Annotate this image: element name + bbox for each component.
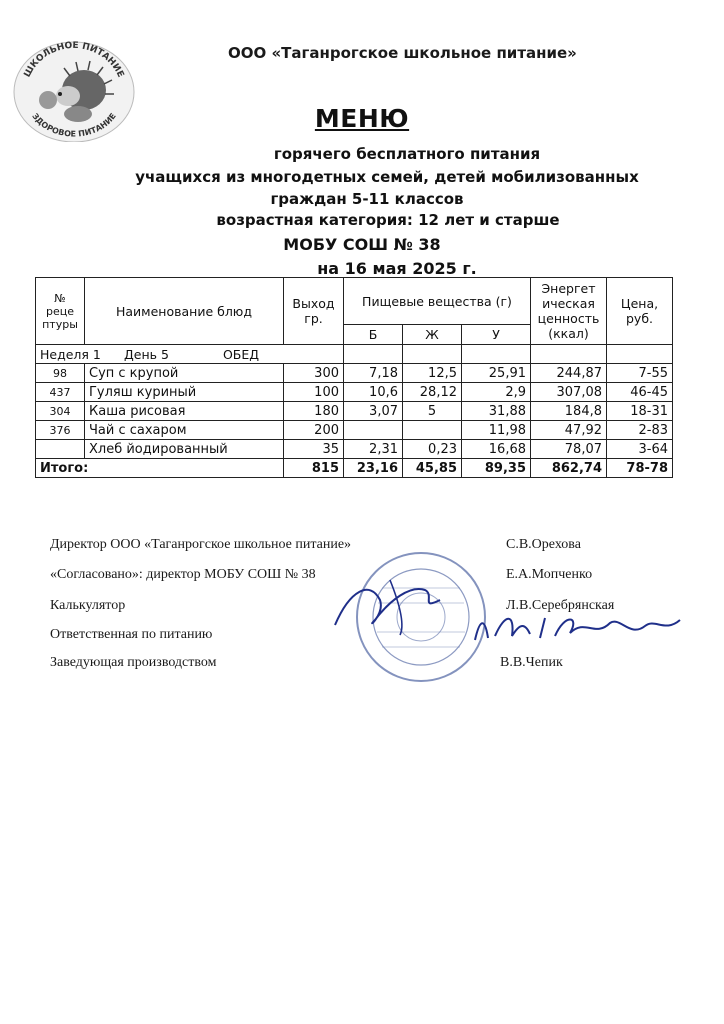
table-row	[36, 421, 673, 440]
col-carbs: У	[462, 325, 531, 345]
dish-name: Каша рисовая	[85, 402, 284, 421]
total-row	[36, 459, 673, 478]
energy: 47,92	[531, 421, 607, 440]
total-protein: 23,16	[344, 459, 403, 478]
output: 180	[284, 402, 344, 421]
total-energy: 862,74	[531, 459, 607, 478]
carbs: 16,68	[462, 440, 531, 459]
col-energy: Энергет ическая ценность (ккал)	[531, 278, 607, 345]
subtitle-line-1: горячего бесплатного питания	[273, 145, 541, 163]
total-carbs: 89,35	[462, 459, 531, 478]
fat: 12,5	[403, 364, 462, 383]
fat	[403, 421, 462, 440]
output: 300	[284, 364, 344, 383]
price: 2-83	[607, 421, 673, 440]
meal-label: ОБЕД	[222, 346, 260, 362]
recipe-num: 98	[36, 364, 85, 383]
total-label: Итого:	[36, 459, 284, 478]
total-fat: 45,85	[403, 459, 462, 478]
col-price: Цена, руб.	[607, 278, 673, 345]
signature-role: «Согласовано»: директор МОБУ СОШ № 38	[50, 567, 316, 582]
recipe-num: 304	[36, 402, 85, 421]
energy: 244,87	[531, 364, 607, 383]
dish-name: Чай с сахаром	[85, 421, 284, 440]
dish-name: Хлеб йодированный	[85, 440, 284, 459]
signature-role: Заведующая производством	[50, 655, 217, 670]
subtitle-line-2: учащихся из многодетных семей, детей мобилизованных	[135, 168, 639, 186]
price: 46-45	[607, 383, 673, 402]
dish-name: Суп с крупой	[85, 364, 284, 383]
recipe-num: 376	[36, 421, 85, 440]
signature-name: В.В.Чепик	[500, 655, 563, 670]
col-nutrients: Пищевые вещества (г)	[344, 278, 531, 325]
table-header-row	[36, 278, 673, 325]
recipe-num: 437	[36, 383, 85, 402]
energy: 307,08	[531, 383, 607, 402]
menu-date: на 16 мая 2025 г.	[317, 259, 477, 278]
energy: 184,8	[531, 402, 607, 421]
table-row	[36, 440, 673, 459]
col-fat: Ж	[403, 325, 462, 345]
col-protein: Б	[344, 325, 403, 345]
table-row	[36, 364, 673, 383]
fat: 0,23	[403, 440, 462, 459]
col-recipe-num: № реце птуры	[36, 278, 85, 345]
total-output: 815	[284, 459, 344, 478]
signature-role: Калькулятор	[50, 598, 126, 613]
dish-name: Гуляш куриный	[85, 383, 284, 402]
signature-role: Директор ООО «Таганрогское школьное питание»	[50, 537, 352, 552]
subtitle-line-3: граждан 5-11 классов	[270, 190, 464, 208]
signature-name: Е.А.Мопченко	[506, 567, 593, 582]
table-row	[36, 383, 673, 402]
col-output: Выход гр.	[284, 278, 344, 345]
price: 18-31	[607, 402, 673, 421]
price: 7-55	[607, 364, 673, 383]
carbs: 31,88	[462, 402, 531, 421]
energy: 78,07	[531, 440, 607, 459]
menu-table	[35, 277, 673, 478]
signature-role: Ответственная по питанию	[50, 627, 213, 642]
age-category: возрастная категория: 12 лет и старше	[216, 211, 560, 229]
menu-title: МЕНЮ	[314, 104, 410, 133]
day-label: День 5	[123, 346, 169, 362]
protein: 2,31	[344, 440, 403, 459]
signature-name: С.В.Орехова	[506, 537, 581, 552]
recipe-num	[36, 440, 85, 459]
logo-top-text: ШКОЛЬНОЕ ПИТАНИЕ	[22, 40, 126, 80]
col-dish-name: Наименование блюд	[85, 278, 284, 345]
price: 3-64	[607, 440, 673, 459]
week-label: Неделя 1	[40, 346, 101, 362]
school-name: МОБУ СОШ № 38	[283, 235, 441, 254]
carbs: 11,98	[462, 421, 531, 440]
logo-bottom-text: ЗДОРОВОЕ ПИТАНИЕ	[30, 111, 118, 139]
fat: 28,12	[403, 383, 462, 402]
table-row	[36, 402, 673, 421]
output: 100	[284, 383, 344, 402]
protein: 7,18	[344, 364, 403, 383]
output: 200	[284, 421, 344, 440]
protein: 3,07	[344, 402, 403, 421]
carbs: 25,91	[462, 364, 531, 383]
carbs: 2,9	[462, 383, 531, 402]
signature-director	[330, 570, 450, 640]
signature-responsible	[470, 608, 690, 648]
signature-name: Л.В.Серебрянская	[506, 598, 615, 613]
company-name: ООО «Таганрогское школьное питание»	[228, 44, 577, 62]
total-price: 78-78	[607, 459, 673, 478]
protein: 10,6	[344, 383, 403, 402]
week-row	[36, 345, 673, 364]
fat: 5	[403, 402, 462, 421]
output: 35	[284, 440, 344, 459]
protein	[344, 421, 403, 440]
